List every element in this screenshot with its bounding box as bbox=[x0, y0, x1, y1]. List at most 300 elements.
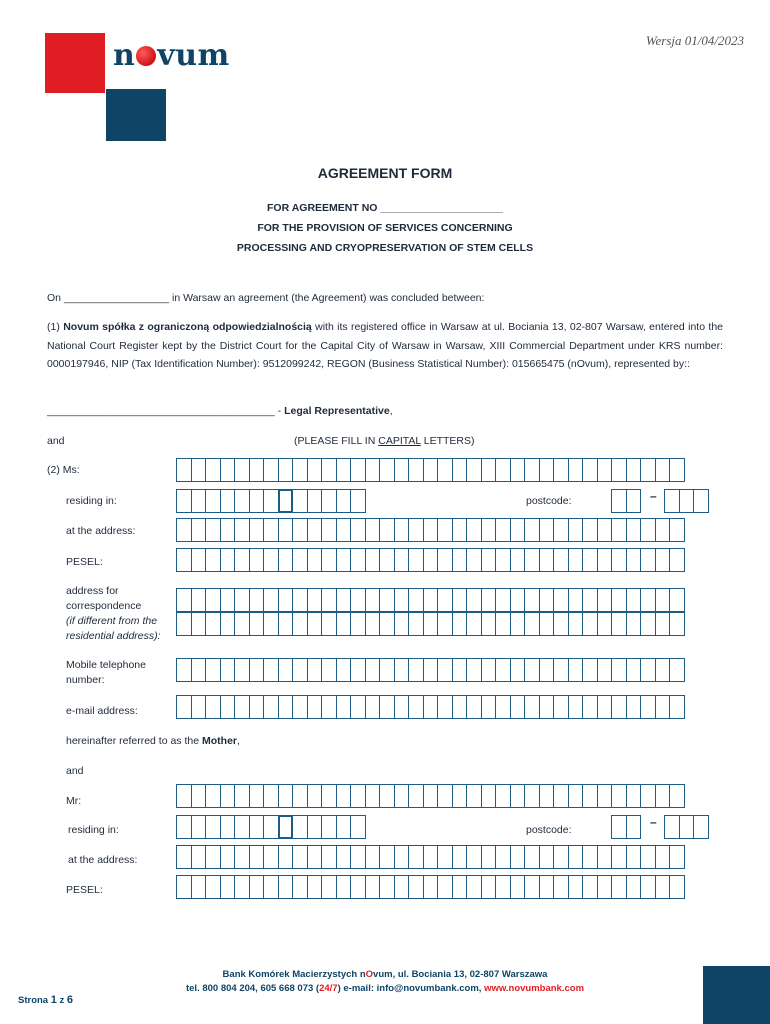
char-box[interactable] bbox=[249, 695, 265, 719]
char-box[interactable] bbox=[220, 548, 236, 572]
char-box[interactable] bbox=[423, 658, 439, 682]
char-box[interactable] bbox=[307, 588, 323, 612]
char-box[interactable] bbox=[176, 518, 192, 542]
char-box[interactable] bbox=[423, 588, 439, 612]
char-box[interactable] bbox=[481, 875, 497, 899]
char-box[interactable] bbox=[452, 845, 468, 869]
char-box[interactable] bbox=[394, 588, 410, 612]
char-box[interactable] bbox=[408, 658, 424, 682]
char-box[interactable] bbox=[640, 784, 656, 808]
char-box[interactable] bbox=[524, 784, 540, 808]
footer-website-link[interactable]: www.novumbank.com bbox=[484, 983, 585, 994]
char-box[interactable] bbox=[263, 815, 279, 839]
char-box[interactable] bbox=[669, 845, 685, 869]
char-box[interactable] bbox=[669, 612, 685, 636]
char-box[interactable] bbox=[597, 875, 613, 899]
char-box[interactable] bbox=[350, 695, 366, 719]
char-box[interactable] bbox=[321, 458, 337, 482]
char-box[interactable] bbox=[495, 548, 511, 572]
char-box[interactable] bbox=[437, 588, 453, 612]
char-box[interactable] bbox=[394, 548, 410, 572]
char-box[interactable] bbox=[510, 548, 526, 572]
char-box[interactable] bbox=[510, 588, 526, 612]
char-box[interactable] bbox=[553, 612, 569, 636]
char-box[interactable] bbox=[292, 815, 308, 839]
char-box[interactable] bbox=[365, 845, 381, 869]
char-box[interactable] bbox=[249, 458, 265, 482]
char-box[interactable] bbox=[365, 658, 381, 682]
char-box[interactable] bbox=[307, 489, 323, 513]
char-box[interactable] bbox=[278, 658, 294, 682]
char-box[interactable] bbox=[640, 695, 656, 719]
char-box[interactable] bbox=[582, 845, 598, 869]
char-box[interactable] bbox=[640, 845, 656, 869]
char-box[interactable] bbox=[176, 784, 192, 808]
char-box[interactable] bbox=[220, 658, 236, 682]
char-box[interactable] bbox=[539, 458, 555, 482]
char-box[interactable] bbox=[452, 458, 468, 482]
char-box[interactable] bbox=[568, 458, 584, 482]
char-box[interactable] bbox=[292, 658, 308, 682]
date-blank[interactable]: __________________ bbox=[63, 292, 170, 304]
char-box[interactable] bbox=[394, 784, 410, 808]
char-box[interactable] bbox=[263, 489, 279, 513]
father-address-field[interactable] bbox=[176, 845, 684, 869]
char-box[interactable] bbox=[510, 658, 526, 682]
char-box[interactable] bbox=[191, 815, 207, 839]
char-box[interactable] bbox=[307, 658, 323, 682]
char-box[interactable] bbox=[205, 588, 221, 612]
char-box[interactable] bbox=[568, 548, 584, 572]
char-box[interactable] bbox=[466, 658, 482, 682]
char-box[interactable] bbox=[568, 612, 584, 636]
char-box[interactable] bbox=[408, 588, 424, 612]
char-box[interactable] bbox=[495, 784, 511, 808]
char-box[interactable] bbox=[664, 815, 680, 839]
char-box[interactable] bbox=[379, 612, 395, 636]
char-box[interactable] bbox=[626, 695, 642, 719]
char-box[interactable] bbox=[611, 518, 627, 542]
char-box[interactable] bbox=[249, 489, 265, 513]
char-box[interactable] bbox=[234, 845, 250, 869]
char-box[interactable] bbox=[176, 458, 192, 482]
char-box[interactable] bbox=[655, 548, 671, 572]
char-box[interactable] bbox=[220, 784, 236, 808]
char-box[interactable] bbox=[234, 658, 250, 682]
char-box[interactable] bbox=[234, 612, 250, 636]
char-box[interactable] bbox=[466, 518, 482, 542]
char-box[interactable] bbox=[655, 458, 671, 482]
char-box[interactable] bbox=[278, 518, 294, 542]
char-box[interactable] bbox=[481, 458, 497, 482]
char-box[interactable] bbox=[321, 612, 337, 636]
char-box[interactable] bbox=[394, 518, 410, 542]
char-box[interactable] bbox=[278, 588, 294, 612]
representative-blank[interactable]: _______________________________________ bbox=[47, 405, 275, 417]
char-box[interactable] bbox=[220, 695, 236, 719]
mother-mobile-field[interactable] bbox=[176, 658, 684, 682]
char-box[interactable] bbox=[394, 875, 410, 899]
char-box[interactable] bbox=[220, 815, 236, 839]
char-box[interactable] bbox=[176, 548, 192, 572]
char-box[interactable] bbox=[437, 845, 453, 869]
char-box[interactable] bbox=[307, 784, 323, 808]
char-box[interactable] bbox=[539, 548, 555, 572]
char-box[interactable] bbox=[669, 588, 685, 612]
char-box[interactable] bbox=[669, 695, 685, 719]
char-box[interactable] bbox=[263, 612, 279, 636]
char-box[interactable] bbox=[307, 548, 323, 572]
char-box[interactable] bbox=[481, 784, 497, 808]
char-box[interactable] bbox=[582, 588, 598, 612]
char-box[interactable] bbox=[321, 784, 337, 808]
char-box[interactable] bbox=[568, 588, 584, 612]
char-box[interactable] bbox=[278, 695, 294, 719]
char-box[interactable] bbox=[321, 658, 337, 682]
char-box[interactable] bbox=[597, 695, 613, 719]
char-box[interactable] bbox=[220, 458, 236, 482]
char-box[interactable] bbox=[408, 548, 424, 572]
char-box[interactable] bbox=[234, 489, 250, 513]
char-box[interactable] bbox=[611, 458, 627, 482]
char-box[interactable] bbox=[278, 815, 294, 839]
char-box[interactable] bbox=[640, 588, 656, 612]
char-box[interactable] bbox=[495, 518, 511, 542]
char-box[interactable] bbox=[568, 875, 584, 899]
char-box[interactable] bbox=[408, 784, 424, 808]
char-box[interactable] bbox=[669, 518, 685, 542]
mother-city-field[interactable] bbox=[176, 489, 365, 513]
char-box[interactable] bbox=[481, 612, 497, 636]
char-box[interactable] bbox=[466, 845, 482, 869]
char-box[interactable] bbox=[539, 784, 555, 808]
char-box[interactable] bbox=[640, 548, 656, 572]
char-box[interactable] bbox=[191, 845, 207, 869]
char-box[interactable] bbox=[350, 588, 366, 612]
char-box[interactable] bbox=[263, 458, 279, 482]
char-box[interactable] bbox=[394, 695, 410, 719]
char-box[interactable] bbox=[640, 458, 656, 482]
char-box[interactable] bbox=[524, 695, 540, 719]
char-box[interactable] bbox=[655, 612, 671, 636]
char-box[interactable] bbox=[234, 815, 250, 839]
char-box[interactable] bbox=[655, 588, 671, 612]
char-box[interactable] bbox=[408, 875, 424, 899]
char-box[interactable] bbox=[336, 612, 352, 636]
char-box[interactable] bbox=[278, 458, 294, 482]
char-box[interactable] bbox=[452, 588, 468, 612]
mother-address-field[interactable] bbox=[176, 518, 684, 542]
char-box[interactable] bbox=[350, 489, 366, 513]
char-box[interactable] bbox=[582, 695, 598, 719]
char-box[interactable] bbox=[495, 845, 511, 869]
char-box[interactable] bbox=[379, 458, 395, 482]
char-box[interactable] bbox=[278, 548, 294, 572]
char-box[interactable] bbox=[307, 695, 323, 719]
char-box[interactable] bbox=[524, 658, 540, 682]
char-box[interactable] bbox=[611, 588, 627, 612]
char-box[interactable] bbox=[350, 612, 366, 636]
char-box[interactable] bbox=[611, 845, 627, 869]
char-box[interactable] bbox=[205, 815, 221, 839]
char-box[interactable] bbox=[539, 845, 555, 869]
char-box[interactable] bbox=[626, 875, 642, 899]
char-box[interactable] bbox=[481, 518, 497, 542]
char-box[interactable] bbox=[495, 458, 511, 482]
char-box[interactable] bbox=[611, 548, 627, 572]
char-box[interactable] bbox=[626, 612, 642, 636]
char-box[interactable] bbox=[553, 518, 569, 542]
char-box[interactable] bbox=[611, 784, 627, 808]
char-box[interactable] bbox=[452, 658, 468, 682]
char-box[interactable] bbox=[679, 489, 695, 513]
char-box[interactable] bbox=[205, 784, 221, 808]
char-box[interactable] bbox=[365, 784, 381, 808]
char-box[interactable] bbox=[669, 784, 685, 808]
char-box[interactable] bbox=[321, 815, 337, 839]
father-postcode-part2[interactable] bbox=[664, 815, 708, 839]
char-box[interactable] bbox=[336, 875, 352, 899]
char-box[interactable] bbox=[176, 845, 192, 869]
char-box[interactable] bbox=[379, 518, 395, 542]
char-box[interactable] bbox=[307, 458, 323, 482]
char-box[interactable] bbox=[379, 658, 395, 682]
char-box[interactable] bbox=[495, 875, 511, 899]
char-box[interactable] bbox=[510, 458, 526, 482]
char-box[interactable] bbox=[292, 588, 308, 612]
char-box[interactable] bbox=[292, 695, 308, 719]
char-box[interactable] bbox=[263, 695, 279, 719]
char-box[interactable] bbox=[626, 784, 642, 808]
char-box[interactable] bbox=[365, 612, 381, 636]
char-box[interactable] bbox=[234, 458, 250, 482]
char-box[interactable] bbox=[553, 845, 569, 869]
char-box[interactable] bbox=[423, 695, 439, 719]
char-box[interactable] bbox=[553, 875, 569, 899]
char-box[interactable] bbox=[176, 588, 192, 612]
char-box[interactable] bbox=[539, 875, 555, 899]
char-box[interactable] bbox=[423, 518, 439, 542]
char-box[interactable] bbox=[307, 815, 323, 839]
char-box[interactable] bbox=[553, 784, 569, 808]
char-box[interactable] bbox=[176, 612, 192, 636]
char-box[interactable] bbox=[423, 548, 439, 572]
char-box[interactable] bbox=[664, 489, 680, 513]
char-box[interactable] bbox=[249, 588, 265, 612]
char-box[interactable] bbox=[292, 612, 308, 636]
mother-postcode-part1[interactable] bbox=[611, 489, 640, 513]
char-box[interactable] bbox=[249, 845, 265, 869]
char-box[interactable] bbox=[220, 612, 236, 636]
char-box[interactable] bbox=[321, 845, 337, 869]
char-box[interactable] bbox=[234, 784, 250, 808]
mother-pesel-field[interactable] bbox=[176, 548, 684, 572]
char-box[interactable] bbox=[263, 548, 279, 572]
char-box[interactable] bbox=[611, 875, 627, 899]
char-box[interactable] bbox=[394, 845, 410, 869]
char-box[interactable] bbox=[437, 658, 453, 682]
char-box[interactable] bbox=[350, 875, 366, 899]
char-box[interactable] bbox=[437, 458, 453, 482]
char-box[interactable] bbox=[597, 612, 613, 636]
char-box[interactable] bbox=[220, 875, 236, 899]
char-box[interactable] bbox=[524, 845, 540, 869]
char-box[interactable] bbox=[292, 845, 308, 869]
char-box[interactable] bbox=[597, 658, 613, 682]
char-box[interactable] bbox=[568, 658, 584, 682]
char-box[interactable] bbox=[263, 658, 279, 682]
char-box[interactable] bbox=[640, 518, 656, 542]
char-box[interactable] bbox=[466, 458, 482, 482]
char-box[interactable] bbox=[568, 518, 584, 542]
char-box[interactable] bbox=[278, 489, 294, 513]
char-box[interactable] bbox=[510, 695, 526, 719]
char-box[interactable] bbox=[510, 784, 526, 808]
char-box[interactable] bbox=[205, 612, 221, 636]
char-box[interactable] bbox=[655, 658, 671, 682]
char-box[interactable] bbox=[582, 875, 598, 899]
char-box[interactable] bbox=[553, 695, 569, 719]
char-box[interactable] bbox=[336, 784, 352, 808]
mother-email-field[interactable] bbox=[176, 695, 684, 719]
char-box[interactable] bbox=[307, 518, 323, 542]
char-box[interactable] bbox=[655, 695, 671, 719]
char-box[interactable] bbox=[394, 658, 410, 682]
char-box[interactable] bbox=[205, 875, 221, 899]
char-box[interactable] bbox=[597, 548, 613, 572]
char-box[interactable] bbox=[553, 458, 569, 482]
char-box[interactable] bbox=[278, 612, 294, 636]
char-box[interactable] bbox=[582, 458, 598, 482]
char-box[interactable] bbox=[408, 518, 424, 542]
char-box[interactable] bbox=[553, 658, 569, 682]
char-box[interactable] bbox=[669, 458, 685, 482]
char-box[interactable] bbox=[437, 695, 453, 719]
char-box[interactable] bbox=[626, 489, 642, 513]
char-box[interactable] bbox=[423, 458, 439, 482]
char-box[interactable] bbox=[582, 612, 598, 636]
char-box[interactable] bbox=[365, 458, 381, 482]
char-box[interactable] bbox=[437, 518, 453, 542]
char-box[interactable] bbox=[205, 845, 221, 869]
char-box[interactable] bbox=[510, 845, 526, 869]
char-box[interactable] bbox=[379, 845, 395, 869]
char-box[interactable] bbox=[278, 784, 294, 808]
char-box[interactable] bbox=[263, 875, 279, 899]
char-box[interactable] bbox=[191, 875, 207, 899]
char-box[interactable] bbox=[466, 695, 482, 719]
char-box[interactable] bbox=[176, 658, 192, 682]
char-box[interactable] bbox=[693, 489, 709, 513]
char-box[interactable] bbox=[249, 518, 265, 542]
char-box[interactable] bbox=[452, 875, 468, 899]
mother-name-field[interactable] bbox=[176, 458, 684, 482]
char-box[interactable] bbox=[336, 695, 352, 719]
char-box[interactable] bbox=[481, 588, 497, 612]
char-box[interactable] bbox=[176, 695, 192, 719]
char-box[interactable] bbox=[466, 588, 482, 612]
char-box[interactable] bbox=[292, 875, 308, 899]
char-box[interactable] bbox=[611, 489, 627, 513]
char-box[interactable] bbox=[321, 518, 337, 542]
char-box[interactable] bbox=[350, 815, 366, 839]
char-box[interactable] bbox=[423, 875, 439, 899]
char-box[interactable] bbox=[495, 612, 511, 636]
char-box[interactable] bbox=[524, 612, 540, 636]
char-box[interactable] bbox=[394, 458, 410, 482]
char-box[interactable] bbox=[568, 845, 584, 869]
char-box[interactable] bbox=[655, 875, 671, 899]
char-box[interactable] bbox=[510, 518, 526, 542]
char-box[interactable] bbox=[249, 612, 265, 636]
char-box[interactable] bbox=[568, 784, 584, 808]
char-box[interactable] bbox=[307, 875, 323, 899]
char-box[interactable] bbox=[582, 658, 598, 682]
char-box[interactable] bbox=[205, 548, 221, 572]
father-pesel-field[interactable] bbox=[176, 875, 684, 899]
char-box[interactable] bbox=[249, 815, 265, 839]
char-box[interactable] bbox=[307, 845, 323, 869]
char-box[interactable] bbox=[669, 875, 685, 899]
char-box[interactable] bbox=[452, 784, 468, 808]
char-box[interactable] bbox=[437, 548, 453, 572]
char-box[interactable] bbox=[336, 458, 352, 482]
char-box[interactable] bbox=[365, 588, 381, 612]
char-box[interactable] bbox=[205, 489, 221, 513]
char-box[interactable] bbox=[263, 518, 279, 542]
char-box[interactable] bbox=[176, 815, 192, 839]
char-box[interactable] bbox=[220, 588, 236, 612]
char-box[interactable] bbox=[191, 612, 207, 636]
char-box[interactable] bbox=[539, 588, 555, 612]
char-box[interactable] bbox=[481, 548, 497, 572]
char-box[interactable] bbox=[597, 588, 613, 612]
char-box[interactable] bbox=[263, 588, 279, 612]
char-box[interactable] bbox=[263, 845, 279, 869]
char-box[interactable] bbox=[626, 845, 642, 869]
char-box[interactable] bbox=[321, 489, 337, 513]
char-box[interactable] bbox=[350, 548, 366, 572]
char-box[interactable] bbox=[292, 548, 308, 572]
char-box[interactable] bbox=[220, 489, 236, 513]
char-box[interactable] bbox=[205, 518, 221, 542]
char-box[interactable] bbox=[626, 588, 642, 612]
char-box[interactable] bbox=[234, 588, 250, 612]
mother-postcode-part2[interactable] bbox=[664, 489, 708, 513]
char-box[interactable] bbox=[205, 658, 221, 682]
char-box[interactable] bbox=[481, 845, 497, 869]
char-box[interactable] bbox=[597, 458, 613, 482]
char-box[interactable] bbox=[524, 518, 540, 542]
char-box[interactable] bbox=[524, 458, 540, 482]
char-box[interactable] bbox=[176, 875, 192, 899]
char-box[interactable] bbox=[597, 518, 613, 542]
char-box[interactable] bbox=[379, 695, 395, 719]
char-box[interactable] bbox=[640, 612, 656, 636]
mother-correspondence-field-2[interactable] bbox=[176, 612, 684, 636]
char-box[interactable] bbox=[626, 458, 642, 482]
char-box[interactable] bbox=[350, 784, 366, 808]
char-box[interactable] bbox=[466, 784, 482, 808]
char-box[interactable] bbox=[336, 815, 352, 839]
char-box[interactable] bbox=[176, 489, 192, 513]
char-box[interactable] bbox=[292, 518, 308, 542]
char-box[interactable] bbox=[553, 588, 569, 612]
char-box[interactable] bbox=[249, 548, 265, 572]
char-box[interactable] bbox=[191, 588, 207, 612]
char-box[interactable] bbox=[350, 658, 366, 682]
char-box[interactable] bbox=[452, 695, 468, 719]
